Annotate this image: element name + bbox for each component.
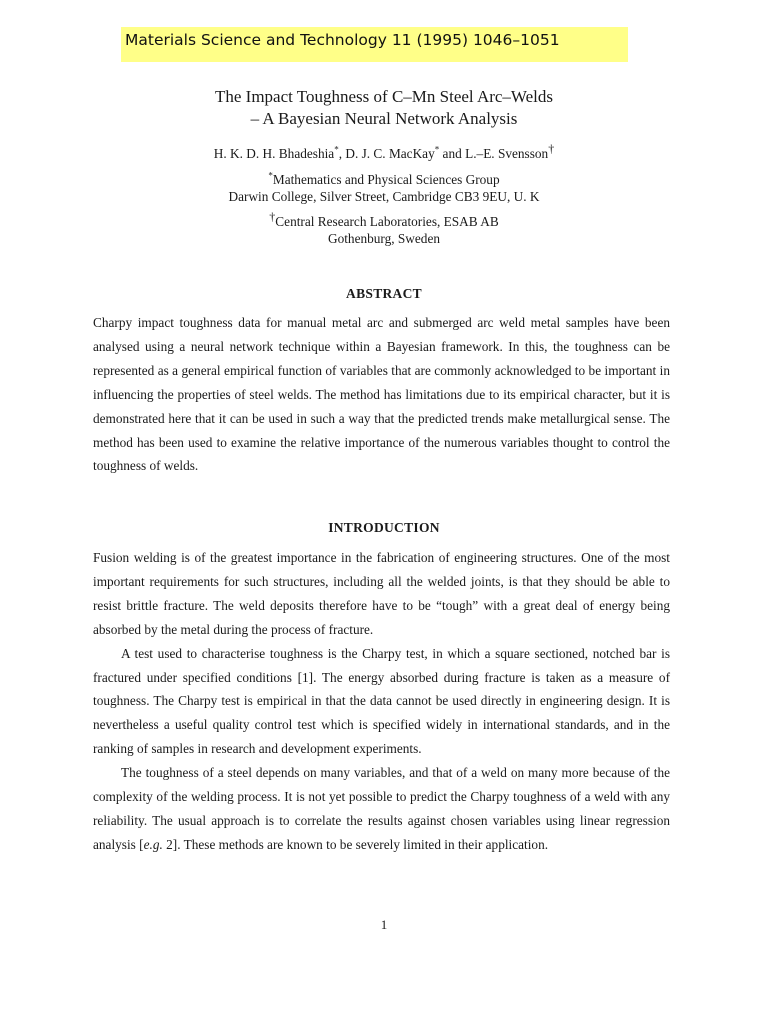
introduction-body	[93, 546, 670, 857]
affiliation-line	[0, 209, 768, 230]
introduction-heading: INTRODUCTION	[328, 520, 440, 535]
intro-paragraph-2: A test used to characterise toughness is the Charpy test, in which a square sectioned, notched bar is fractured under specified conditions [1]. The energy absorbed during fracture is taken as a measure of toughness. The Charpy test is empirical in that the data cannot be used directly in engineering design. It is nevertheless a useful quality control test which is specified widely in international standards, and in the ranking of samples in research and development experiments.	[93, 645, 670, 757]
author-mark: †	[548, 141, 555, 156]
intro-p3-text: The toughness of a steel depends on many variables, and that of a weld on many more because of the complexity of the welding process. It is not yet possible to predict the Charpy toughness of a weld with any reliability. The usual approach is to correlate the results against chosen variables using linear regression analysis [	[93, 765, 670, 852]
author-mark: *	[434, 144, 440, 155]
title-line-1: The Impact Toughness of C–Mn Steel Arc–Welds	[214, 87, 554, 106]
author-mark: *	[334, 144, 339, 155]
affiliation-text: Central Research Laboratories, ESAB AB	[275, 214, 499, 229]
affiliation-esab	[0, 209, 768, 247]
abstract-heading: ABSTRACT	[346, 286, 422, 301]
affiliation-text: Mathematics and Physical Sciences Group	[272, 172, 500, 187]
affiliation-mark: †	[269, 209, 276, 224]
affiliation-cambridge	[0, 171, 768, 205]
author-list	[0, 141, 768, 162]
author-separator: ,	[338, 146, 346, 161]
author-svensson: L.–E. Svensson	[465, 146, 549, 161]
page-number: 1	[380, 917, 388, 932]
journal-reference-banner: Materials Science and Technology 11 (1995) 1046–1051	[121, 27, 628, 62]
intro-paragraph-3	[93, 761, 670, 857]
affiliation-line	[0, 171, 768, 188]
intro-p3-text: 2]. These methods are known to be severely limited in their application.	[162, 836, 549, 852]
abstract-paragraph: Charpy impact toughness data for manual metal arc and submerged arc weld metal samples have been analysed using a neural network technique within a Bayesian framework. In this, the toughness can be represented as a general empirical function of variables that are commonly acknowledged to be important in influencing the properties of steel welds. The method has limitations due to its empirical character, but it is demonstrated here that it can be used in such a way that the predicted trends make metallurgical sense. The method has been used to examine the relative importance of the numerous variables thought to control the toughness of welds.	[93, 315, 670, 474]
author-bhadeshia: H. K. D. H. Bhadeshia	[213, 146, 335, 161]
author-mackay: D. J. C. MacKay	[345, 146, 435, 161]
intro-p3-emphasis: e.g.	[143, 836, 163, 852]
affiliation-line: Darwin College, Silver Street, Cambridge CB3 9EU, U. K	[228, 189, 540, 204]
author-separator: and	[439, 146, 466, 161]
title-line-2: – A Bayesian Neural Network Analysis	[250, 109, 518, 128]
affiliation-line: Gothenburg, Sweden	[327, 231, 441, 246]
paper-title	[0, 86, 768, 130]
abstract-body	[93, 311, 670, 478]
intro-paragraph-1: Fusion welding is of the greatest importance in the fabrication of engineering structures. One of the most important requirements for such structures, including all the welded joints, is that they should be able to resist brittle fracture. The weld deposits therefore have to be “tough” with a great deal of energy being absorbed by the metal during the process of fracture.	[93, 550, 670, 637]
affiliation-mark: *	[268, 170, 273, 181]
